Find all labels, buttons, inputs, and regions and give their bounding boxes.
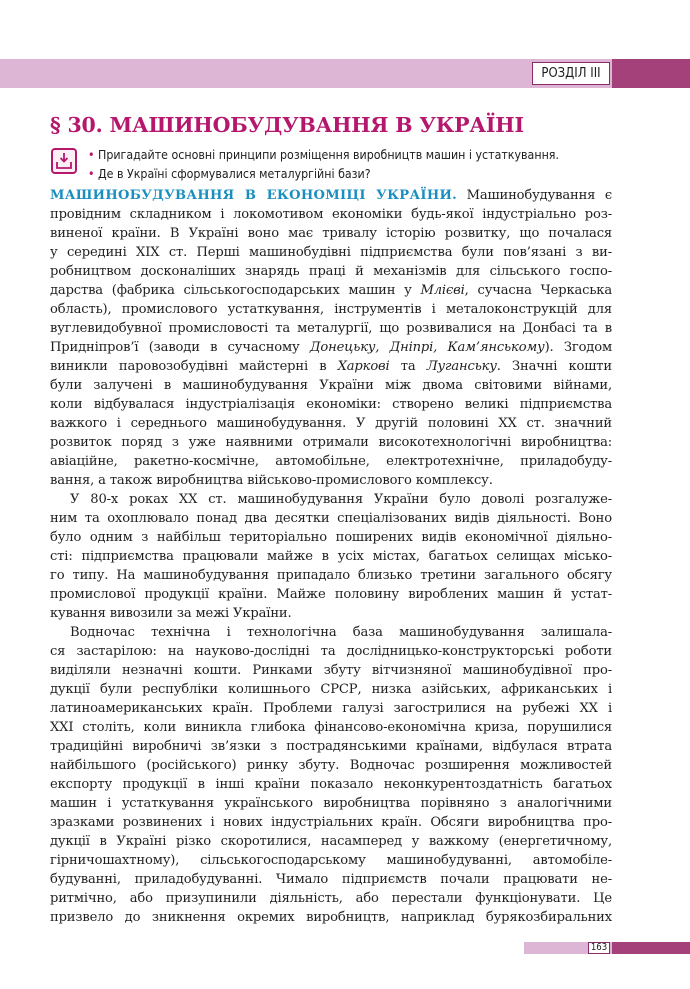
text-line: ритмічно, або призупинили діяльність, або перестали функціонувати. Це xyxy=(50,891,612,906)
text-line: виділяли незначні кошти. Ринками збуту вітчизняної машинобудівної про- xyxy=(50,663,612,678)
text-run: . Значні кошти xyxy=(496,359,612,374)
text-line: латиноамериканських країн. Проблеми галузі загострилися на рубежі XX і xyxy=(50,701,612,716)
text-line: ся застарілою: на науково-дослідні та дослідницько-конструкторські роботи xyxy=(50,644,612,659)
page-number: 163 xyxy=(588,942,610,954)
text-line xyxy=(50,243,612,262)
main-text xyxy=(50,186,612,927)
text-line: призвело до зникнення окремих виробництв, наприклад бурякозбиральних xyxy=(50,910,612,925)
italic-place-name: Харкові xyxy=(337,359,390,374)
text-line: XXI століть, коли виникла глибока фінансово-економічна криза, порушилися xyxy=(50,720,612,735)
text-line xyxy=(50,281,612,300)
text-line xyxy=(50,452,612,471)
text-run: та xyxy=(389,359,427,374)
text-run: виненої країни. В Україні воно має тривалу історію розвитку, що почалася xyxy=(50,226,612,241)
text-run: область), промислового устаткування, інструментів і металоконструкцій для xyxy=(50,302,612,317)
text-line: промислової продукції країни. Майже половину вироблених машин й устат- xyxy=(50,587,612,602)
text-run: у середині XIX ст. Перші машинобудівні підприємства були пов’язані з ви- xyxy=(50,245,612,260)
text-line xyxy=(50,471,612,490)
text-run: ). Згодом xyxy=(544,340,612,355)
text-line xyxy=(50,357,612,376)
text-line: ним та охоплювало понад два десятки спеціалізованих видів діяльності. Воно xyxy=(50,511,612,526)
text-line xyxy=(50,205,612,224)
text-line: сті: підприємства працювали майже в усіх містах, багатьох селищах місько- xyxy=(50,549,612,564)
footer-band-accent xyxy=(612,942,690,954)
italic-place-name: Луганську xyxy=(426,359,497,374)
chapter-label: РОЗДІЛ III xyxy=(532,62,610,85)
text-run: Придніпров’ї (заводи в сучасному xyxy=(50,340,310,355)
text-line: дукції були республіки колишнього СРСР, низка азійських, африканських і xyxy=(50,682,612,697)
text-run: виникли паровозобудівні майстерні в xyxy=(50,359,338,374)
paragraph-2 xyxy=(50,490,612,623)
text-line xyxy=(50,376,612,395)
text-run: провідним складником і локомотивом економіки будь-якої індустріально роз- xyxy=(50,207,612,222)
italic-place-name: Донецьку, Дніпрі, Кам’янському xyxy=(309,340,545,355)
text-line: гірничошахтному), сільськогосподарському машинобудуванні, автомобіле- xyxy=(50,853,612,868)
question-item: • Пригадайте основні принципи розміщення виробництв машин і устаткування. xyxy=(88,146,559,165)
text-line: найбільшого (російського) ринку збуту. Водночас розширення можливостей xyxy=(50,758,612,773)
text-line xyxy=(50,433,612,452)
paragraph-3 xyxy=(50,623,612,927)
text-line: експорту продукції в інші країни показало неконкурентоздатність багатьох xyxy=(50,777,612,792)
text-line xyxy=(50,186,612,205)
question-item: • Де в Україні сформувалися металургійні бази? xyxy=(88,165,559,184)
text-line: го типу. На машинобудування припадало близько третини загального обсягу xyxy=(50,568,612,583)
review-questions xyxy=(88,146,559,184)
text-line xyxy=(50,319,612,338)
text-line: будуванні, приладобудуванні. Чимало підприємств почали працювати не- xyxy=(50,872,612,887)
text-line: машин і устаткування українського виробництва порівняно з аналогічними xyxy=(50,796,612,811)
text-line: Водночас технічна і технологічна база машинобудування залишала- xyxy=(70,625,612,640)
text-line: зразками розвинених і нових індустріальних країн. Обсяги виробництва про- xyxy=(50,815,612,830)
text-run: вуглевидобувної промисловості та металургії, що розвивалися на Донбасі та в xyxy=(50,321,612,336)
text-line xyxy=(50,262,612,281)
paragraph-lead: МАШИНОБУДУВАННЯ В ЕКОНОМІЦІ УКРАЇНИ. xyxy=(50,188,458,203)
text-line xyxy=(50,300,612,319)
section-title: § 30. МАШИНОБУДУВАННЯ В УКРАЇНІ xyxy=(50,113,524,137)
italic-place-name: Млієві xyxy=(420,283,465,298)
text-run: , сучасна Черкаська xyxy=(464,283,612,298)
text-line xyxy=(50,395,612,414)
text-line: традиційні виробничі зв’язки з пострадянськими країнами, відбулася втрата xyxy=(50,739,612,754)
text-run: були залучені в машинобудування України між двома світовими війнами, xyxy=(50,378,612,393)
text-line xyxy=(50,414,612,433)
paragraph-1 xyxy=(50,186,612,490)
download-tray-icon xyxy=(51,148,77,174)
text-run: важкого і середнього машинобудування. У другій половині XX ст. значний xyxy=(50,416,612,431)
text-line: дукції в Україні різко скоротилися, насамперед у важкому (енергетичному, xyxy=(50,834,612,849)
text-run: коли відбувалася індустріалізація економіки: створено великі підприємства xyxy=(50,397,612,412)
text-run: Машинобудування є xyxy=(457,188,612,203)
text-line: У 80-х роках XX ст. машинобудування України було доволі розгалуже- xyxy=(70,492,612,507)
text-line: було одним з найбільш територіально поширених видів економічної діяльно- xyxy=(50,530,612,545)
text-run: вання, а також виробництва військово-промислового комплексу. xyxy=(50,473,493,488)
text-run: дарства (фабрика сільськогосподарських машин у xyxy=(50,283,421,298)
text-line xyxy=(50,224,612,243)
text-run: авіаційне, ракетно-космічне, автомобільне, електротехнічне, приладобуду- xyxy=(50,454,612,469)
text-run: робництвом досконаліших знарядь праці й механізмів для сільського госпо- xyxy=(50,264,612,279)
text-line: кування вивозили за межі України. xyxy=(50,606,292,621)
text-line xyxy=(50,338,612,357)
header-band-accent xyxy=(612,59,690,88)
text-run: розвиток поряд з уже наявними отримали високотехнологічні виробництва: xyxy=(50,435,612,450)
